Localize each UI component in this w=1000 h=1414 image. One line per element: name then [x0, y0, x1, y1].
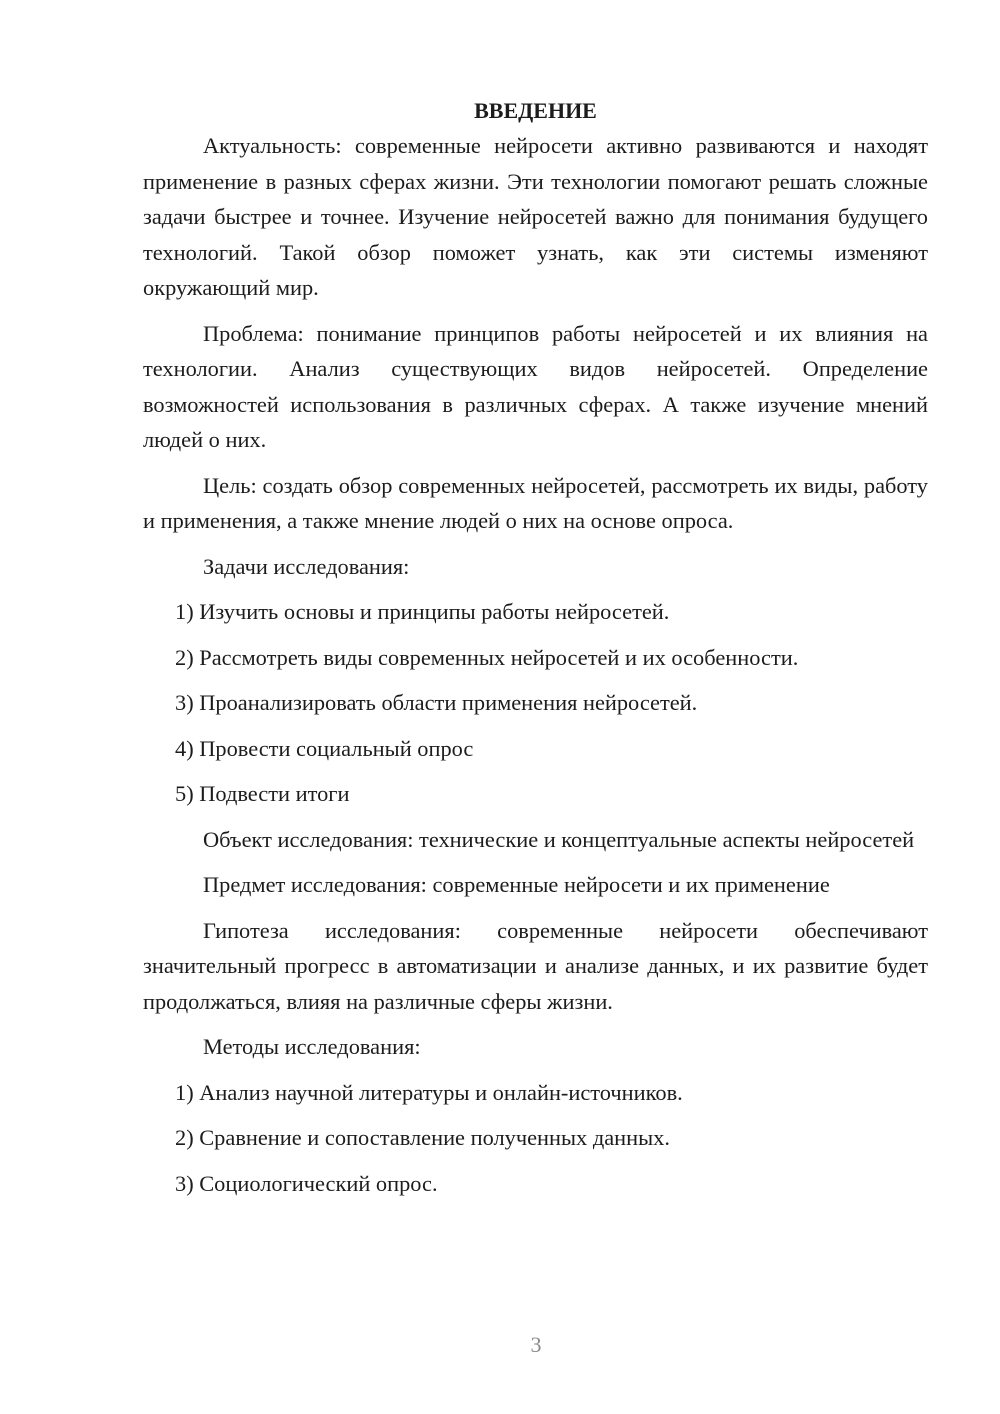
problem-paragraph: Проблема: понимание принципов работы нейросетей и их влияния на технологии. Анализ существующих видов нейросетей. Определение возможностей использования в различных сферах. А также изучение мнений людей о них.: [143, 320, 928, 452]
subject-paragraph: Предмет исследования: современные нейросети и их применение: [203, 872, 830, 897]
method-item-3: 3) Социологический опрос.: [175, 1170, 438, 1196]
task-item-5: 5) Подвести итоги: [175, 781, 350, 806]
task-item-1: 1) Изучить основы и принципы работы нейросетей.: [175, 599, 670, 624]
section-title: ВВЕДЕНИЕ: [474, 98, 597, 123]
page-number: 3: [530, 1332, 542, 1357]
task-item-2: 2) Рассмотреть виды современных нейросетей и их особенности.: [175, 644, 799, 670]
page-content: [143, 96, 928, 1211]
hypothesis-paragraph: Гипотеза исследования: современные нейросети обеспечивают значительный прогресс в автоматизации и анализе данных, и их развитие будет продолжаться, влияя на различные сферы жизни.: [143, 917, 928, 1014]
method-item-2: 2) Сравнение и сопоставление полученных данных.: [175, 1125, 670, 1150]
relevance-paragraph: Актуальность: современные нейросети активно развиваются и находят применение в разных сферах жизни. Эти технологии помогают решать сложные задачи быстрее и точнее. Изучение нейросетей важно для понимания будущего технологий. Такой обзор поможет узнать, как эти системы изменяют окружающий мир.: [143, 133, 928, 300]
method-item-1: 1) Анализ научной литературы и онлайн-источников.: [175, 1079, 683, 1105]
task-item-4: 4) Провести социальный опрос: [175, 735, 474, 761]
tasks-heading: Задачи исследования:: [203, 553, 410, 579]
goal-paragraph: Цель: создать обзор современных нейросетей, рассмотреть их виды, работу и применения, а также мнение людей о них на основе опроса.: [143, 472, 928, 533]
task-item-3: 3) Проанализировать области применения нейросетей.: [175, 690, 698, 715]
methods-heading: Методы исследования:: [203, 1034, 421, 1059]
object-paragraph: Объект исследования: технические и концептуальные аспекты нейросетей: [203, 826, 915, 852]
